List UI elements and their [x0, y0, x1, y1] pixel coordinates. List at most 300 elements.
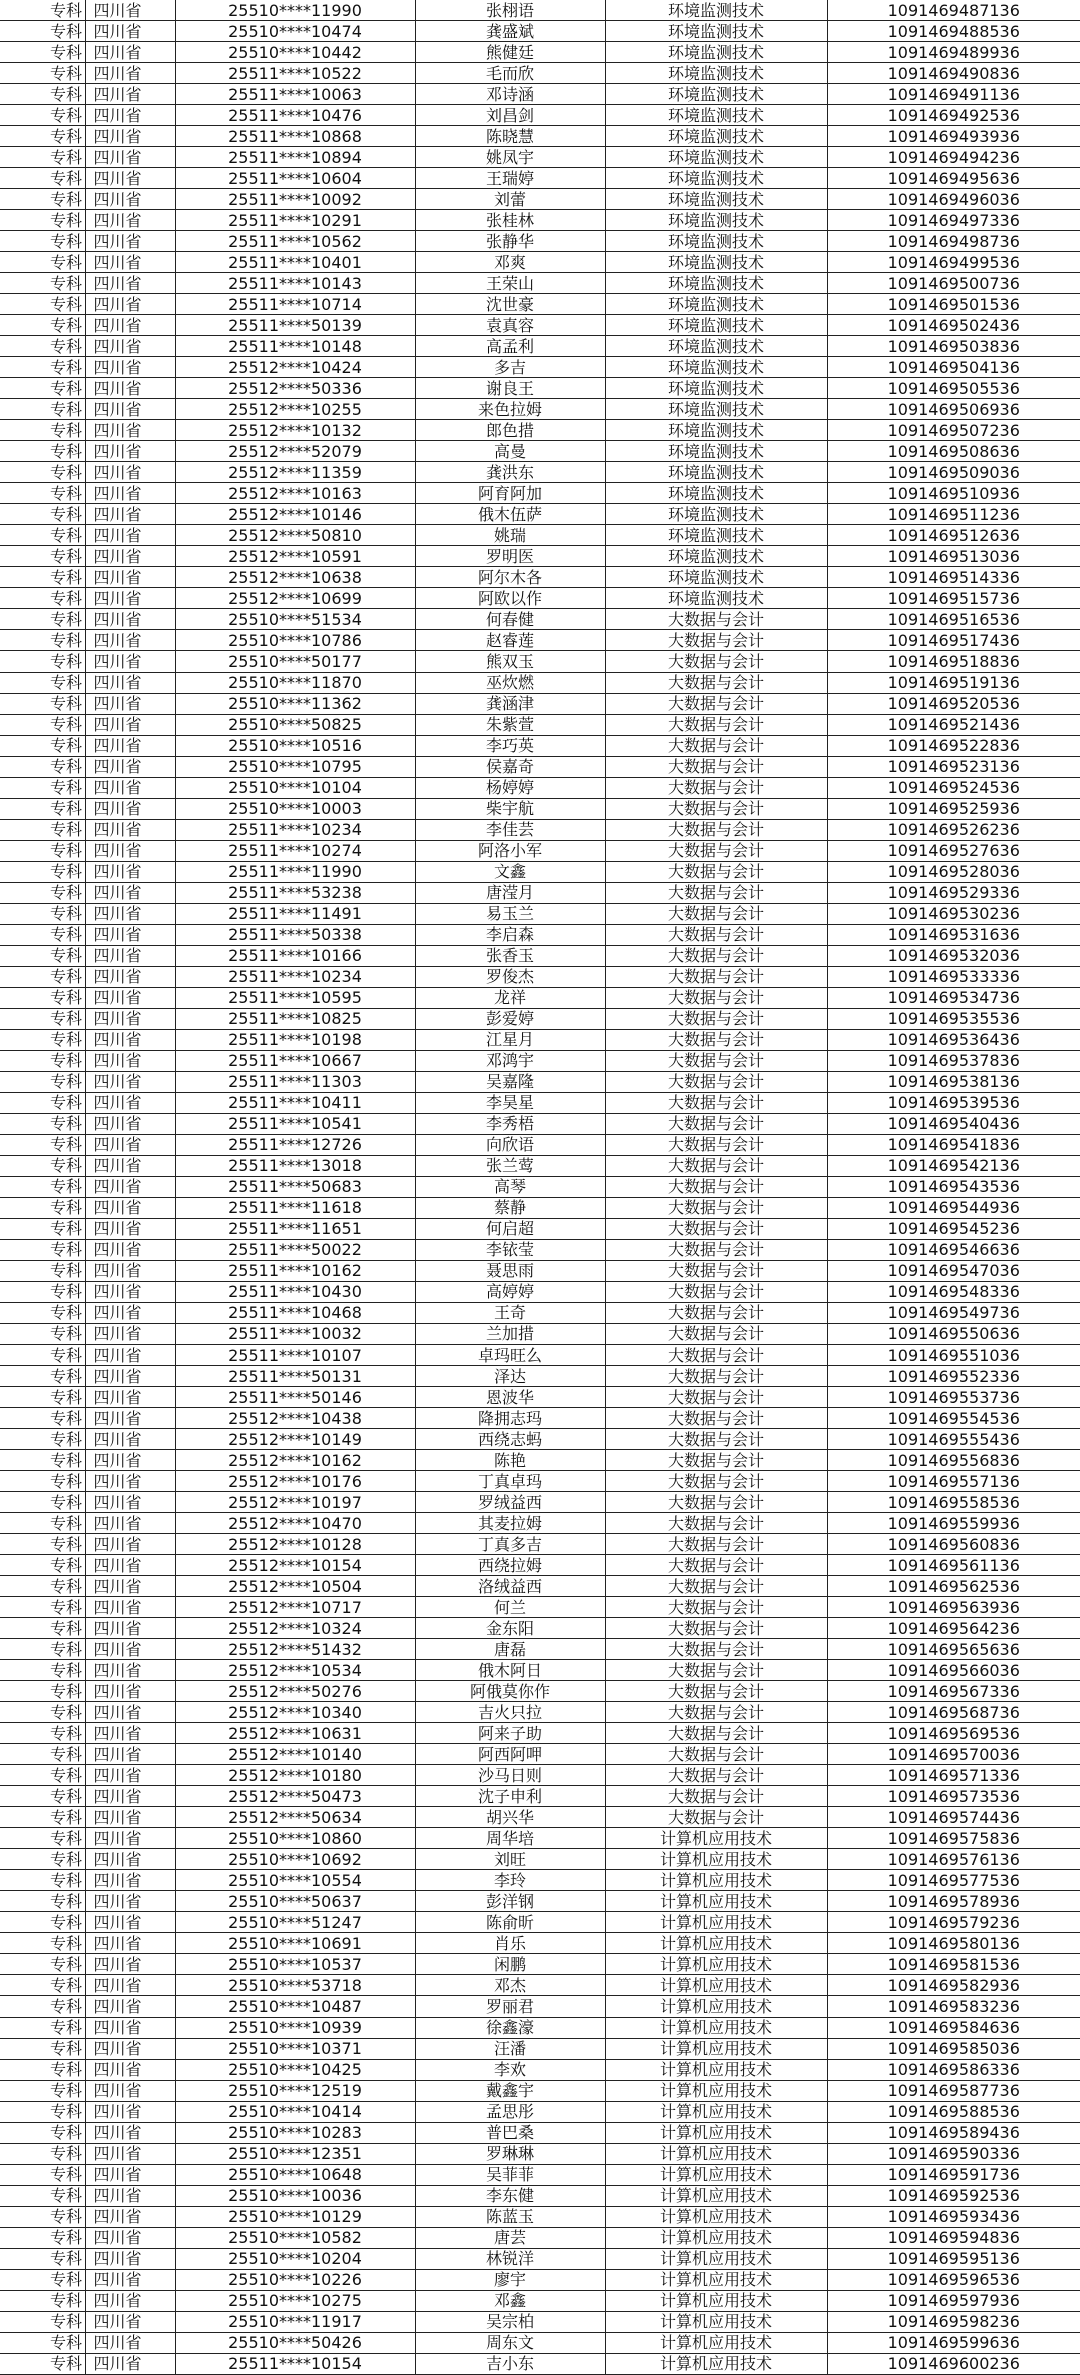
major-cell: 大数据与会计: [605, 1765, 827, 1786]
level-cell: 专科: [0, 105, 85, 126]
exam-id-cell: 25512****10438: [175, 1408, 415, 1429]
exam-id-cell: 25511****10714: [175, 294, 415, 315]
table-row: [0, 2206, 1080, 2227]
name-cell: 胡兴华: [415, 1807, 605, 1828]
table-row: [0, 126, 1080, 147]
level-cell: 专科: [0, 1660, 85, 1681]
notice-no-cell: 1091469564236: [827, 1618, 1080, 1639]
major-cell: 大数据与会计: [605, 1239, 827, 1260]
major-cell: 环境监测技术: [605, 273, 827, 294]
province-cell: 四川省: [85, 630, 175, 651]
exam-id-cell: 25511****10274: [175, 840, 415, 861]
province-cell: 四川省: [85, 882, 175, 903]
notice-no-cell: 1091469517436: [827, 630, 1080, 651]
name-cell: 孟思彤: [415, 2101, 605, 2122]
major-cell: 环境监测技术: [605, 483, 827, 504]
exam-id-cell: 25512****10504: [175, 1576, 415, 1597]
exam-id-cell: 25512****10255: [175, 399, 415, 420]
province-cell: 四川省: [85, 2059, 175, 2080]
major-cell: 大数据与会计: [605, 1618, 827, 1639]
table-row: [0, 798, 1080, 819]
name-cell: 李巧英: [415, 735, 605, 756]
name-cell: 肖乐: [415, 1933, 605, 1954]
province-cell: 四川省: [85, 189, 175, 210]
exam-id-cell: 25510****11990: [175, 0, 415, 21]
level-cell: 专科: [0, 987, 85, 1008]
name-cell: 洛绒益西: [415, 1576, 605, 1597]
province-cell: 四川省: [85, 105, 175, 126]
province-cell: 四川省: [85, 2206, 175, 2227]
table-row: [0, 2038, 1080, 2059]
major-cell: 计算机应用技术: [605, 1912, 827, 1933]
name-cell: 蔡静: [415, 1197, 605, 1218]
name-cell: 侯嘉奇: [415, 756, 605, 777]
level-cell: 专科: [0, 1786, 85, 1807]
province-cell: 四川省: [85, 2353, 175, 2374]
notice-no-cell: 1091469514336: [827, 567, 1080, 588]
province-cell: 四川省: [85, 2248, 175, 2269]
name-cell: 李启森: [415, 924, 605, 945]
notice-no-cell: 1091469568736: [827, 1702, 1080, 1723]
name-cell: 熊双玉: [415, 651, 605, 672]
name-cell: 龚涵津: [415, 693, 605, 714]
major-cell: 环境监测技术: [605, 462, 827, 483]
notice-no-cell: 1091469516536: [827, 609, 1080, 630]
major-cell: 计算机应用技术: [605, 1828, 827, 1849]
major-cell: 大数据与会计: [605, 1218, 827, 1239]
notice-no-cell: 1091469575836: [827, 1828, 1080, 1849]
exam-id-cell: 25510****10786: [175, 630, 415, 651]
level-cell: 专科: [0, 147, 85, 168]
notice-no-cell: 1091469554536: [827, 1408, 1080, 1429]
major-cell: 环境监测技术: [605, 63, 827, 84]
table-row: [0, 735, 1080, 756]
exam-id-cell: 25511****50131: [175, 1366, 415, 1387]
table-row: [0, 1807, 1080, 1828]
province-cell: 四川省: [85, 1492, 175, 1513]
level-cell: 专科: [0, 1408, 85, 1429]
table-row: [0, 1408, 1080, 1429]
table-row: [0, 483, 1080, 504]
exam-id-cell: 25512****50276: [175, 1681, 415, 1702]
major-cell: 计算机应用技术: [605, 2017, 827, 2038]
name-cell: 罗丽君: [415, 1996, 605, 2017]
major-cell: 环境监测技术: [605, 126, 827, 147]
province-cell: 四川省: [85, 2164, 175, 2185]
table-row: [0, 63, 1080, 84]
table-row: [0, 1323, 1080, 1344]
table-row: [0, 1218, 1080, 1239]
name-cell: 来色拉姆: [415, 399, 605, 420]
province-cell: 四川省: [85, 1723, 175, 1744]
table-row: [0, 2080, 1080, 2101]
major-cell: 大数据与会计: [605, 1408, 827, 1429]
exam-id-cell: 25512****10638: [175, 567, 415, 588]
name-cell: 俄木伍萨: [415, 504, 605, 525]
province-cell: 四川省: [85, 1807, 175, 1828]
exam-id-cell: 25511****10148: [175, 336, 415, 357]
level-cell: 专科: [0, 1975, 85, 1996]
level-cell: 专科: [0, 798, 85, 819]
major-cell: 大数据与会计: [605, 861, 827, 882]
major-cell: 大数据与会计: [605, 714, 827, 735]
province-cell: 四川省: [85, 1176, 175, 1197]
exam-id-cell: 25511****10063: [175, 84, 415, 105]
table-row: [0, 903, 1080, 924]
table-row: [0, 399, 1080, 420]
exam-id-cell: 25511****10468: [175, 1302, 415, 1323]
table-row: [0, 945, 1080, 966]
level-cell: 专科: [0, 2269, 85, 2290]
province-cell: 四川省: [85, 231, 175, 252]
province-cell: 四川省: [85, 126, 175, 147]
name-cell: 阿来子助: [415, 1723, 605, 1744]
exam-id-cell: 25511****10107: [175, 1345, 415, 1366]
name-cell: 高婷婷: [415, 1281, 605, 1302]
exam-id-cell: 25511****10825: [175, 1008, 415, 1029]
province-cell: 四川省: [85, 1870, 175, 1891]
major-cell: 环境监测技术: [605, 210, 827, 231]
major-cell: 环境监测技术: [605, 189, 827, 210]
exam-id-cell: 25510****10442: [175, 42, 415, 63]
notice-no-cell: 1091469538136: [827, 1071, 1080, 1092]
major-cell: 环境监测技术: [605, 567, 827, 588]
name-cell: 西绕拉姆: [415, 1555, 605, 1576]
table-row: [0, 210, 1080, 231]
notice-no-cell: 1091469513036: [827, 546, 1080, 567]
level-cell: 专科: [0, 126, 85, 147]
table-row: [0, 1681, 1080, 1702]
notice-no-cell: 1091469569536: [827, 1723, 1080, 1744]
table-row: [0, 1555, 1080, 1576]
exam-id-cell: 25511****10411: [175, 1092, 415, 1113]
major-cell: 大数据与会计: [605, 693, 827, 714]
name-cell: 龙祥: [415, 987, 605, 1008]
exam-id-cell: 25510****11870: [175, 672, 415, 693]
province-cell: 四川省: [85, 1408, 175, 1429]
exam-id-cell: 25511****11491: [175, 903, 415, 924]
province-cell: 四川省: [85, 546, 175, 567]
table-row: [0, 861, 1080, 882]
exam-id-cell: 25512****10176: [175, 1471, 415, 1492]
name-cell: 邓爽: [415, 252, 605, 273]
notice-no-cell: 1091469585036: [827, 2038, 1080, 2059]
province-cell: 四川省: [85, 1975, 175, 1996]
major-cell: 大数据与会计: [605, 672, 827, 693]
table-row: [0, 84, 1080, 105]
province-cell: 四川省: [85, 567, 175, 588]
notice-no-cell: 1091469495636: [827, 168, 1080, 189]
major-cell: 计算机应用技术: [605, 2080, 827, 2101]
notice-no-cell: 1091469545236: [827, 1218, 1080, 1239]
notice-no-cell: 1091469515736: [827, 588, 1080, 609]
table-row: [0, 1639, 1080, 1660]
level-cell: 专科: [0, 1092, 85, 1113]
major-cell: 计算机应用技术: [605, 2290, 827, 2311]
province-cell: 四川省: [85, 210, 175, 231]
notice-no-cell: 1091469582936: [827, 1975, 1080, 1996]
notice-no-cell: 1091469500736: [827, 273, 1080, 294]
exam-id-cell: 25510****50637: [175, 1891, 415, 1912]
province-cell: 四川省: [85, 273, 175, 294]
province-cell: 四川省: [85, 945, 175, 966]
notice-no-cell: 1091469523136: [827, 756, 1080, 777]
notice-no-cell: 1091469573536: [827, 1786, 1080, 1807]
notice-no-cell: 1091469577536: [827, 1870, 1080, 1891]
province-cell: 四川省: [85, 1450, 175, 1471]
level-cell: 专科: [0, 2311, 85, 2332]
name-cell: 张桂林: [415, 210, 605, 231]
major-cell: 环境监测技术: [605, 399, 827, 420]
table-row: [0, 315, 1080, 336]
level-cell: 专科: [0, 42, 85, 63]
table-row: [0, 357, 1080, 378]
level-cell: 专科: [0, 1954, 85, 1975]
level-cell: 专科: [0, 441, 85, 462]
notice-no-cell: 1091469544936: [827, 1197, 1080, 1218]
province-cell: 四川省: [85, 2101, 175, 2122]
name-cell: 李秀梧: [415, 1113, 605, 1134]
major-cell: 计算机应用技术: [605, 2143, 827, 2164]
notice-no-cell: 1091469580136: [827, 1933, 1080, 1954]
name-cell: 李玲: [415, 1870, 605, 1891]
name-cell: 邓鸿宇: [415, 1050, 605, 1071]
name-cell: 邓诗涵: [415, 84, 605, 105]
name-cell: 高曼: [415, 441, 605, 462]
province-cell: 四川省: [85, 1555, 175, 1576]
level-cell: 专科: [0, 336, 85, 357]
exam-id-cell: 25510****10691: [175, 1933, 415, 1954]
table-row: [0, 525, 1080, 546]
exam-id-cell: 25511****11303: [175, 1071, 415, 1092]
level-cell: 专科: [0, 2248, 85, 2269]
province-cell: 四川省: [85, 987, 175, 1008]
exam-id-cell: 25511****50338: [175, 924, 415, 945]
exam-id-cell: 25510****50426: [175, 2332, 415, 2353]
table-row: [0, 1155, 1080, 1176]
name-cell: 阿育阿加: [415, 483, 605, 504]
table-row: [0, 1071, 1080, 1092]
notice-no-cell: 1091469543536: [827, 1176, 1080, 1197]
major-cell: 计算机应用技术: [605, 2122, 827, 2143]
province-cell: 四川省: [85, 2185, 175, 2206]
table-row: [0, 1618, 1080, 1639]
province-cell: 四川省: [85, 798, 175, 819]
exam-id-cell: 25512****52079: [175, 441, 415, 462]
exam-id-cell: 25511****10166: [175, 945, 415, 966]
major-cell: 大数据与会计: [605, 1345, 827, 1366]
exam-id-cell: 25512****10424: [175, 357, 415, 378]
notice-no-cell: 1091469525936: [827, 798, 1080, 819]
level-cell: 专科: [0, 1618, 85, 1639]
table-row: [0, 231, 1080, 252]
major-cell: 大数据与会计: [605, 1450, 827, 1471]
name-cell: 何启超: [415, 1218, 605, 1239]
table-row: [0, 168, 1080, 189]
notice-no-cell: 1091469550636: [827, 1323, 1080, 1344]
major-cell: 计算机应用技术: [605, 2206, 827, 2227]
level-cell: 专科: [0, 399, 85, 420]
exam-id-cell: 25510****10275: [175, 2290, 415, 2311]
notice-no-cell: 1091469533336: [827, 966, 1080, 987]
province-cell: 四川省: [85, 651, 175, 672]
table-row: [0, 1954, 1080, 1975]
province-cell: 四川省: [85, 1660, 175, 1681]
notice-no-cell: 1091469505536: [827, 378, 1080, 399]
province-cell: 四川省: [85, 756, 175, 777]
name-cell: 廖宇: [415, 2269, 605, 2290]
level-cell: 专科: [0, 462, 85, 483]
notice-no-cell: 1091469551036: [827, 1345, 1080, 1366]
table-row: [0, 1975, 1080, 1996]
table-row: [0, 273, 1080, 294]
major-cell: 环境监测技术: [605, 0, 827, 21]
level-cell: 专科: [0, 1723, 85, 1744]
province-cell: 四川省: [85, 609, 175, 630]
major-cell: 大数据与会计: [605, 1008, 827, 1029]
name-cell: 张兰莺: [415, 1155, 605, 1176]
name-cell: 沈世豪: [415, 294, 605, 315]
exam-id-cell: 25510****12519: [175, 2080, 415, 2101]
level-cell: 专科: [0, 1008, 85, 1029]
exam-id-cell: 25510****10537: [175, 1954, 415, 1975]
table-row: [0, 819, 1080, 840]
level-cell: 专科: [0, 1471, 85, 1492]
level-cell: 专科: [0, 1155, 85, 1176]
table-row: [0, 1765, 1080, 1786]
exam-id-cell: 25510****10283: [175, 2122, 415, 2143]
notice-no-cell: 1091469535536: [827, 1008, 1080, 1029]
notice-no-cell: 1091469521436: [827, 714, 1080, 735]
level-cell: 专科: [0, 1513, 85, 1534]
province-cell: 四川省: [85, 147, 175, 168]
exam-id-cell: 25512****10162: [175, 1450, 415, 1471]
table-row: [0, 1134, 1080, 1155]
major-cell: 大数据与会计: [605, 1576, 827, 1597]
table-row: [0, 147, 1080, 168]
exam-id-cell: 25511****10234: [175, 966, 415, 987]
notice-no-cell: 1091469548336: [827, 1281, 1080, 1302]
notice-no-cell: 1091469541836: [827, 1134, 1080, 1155]
notice-no-cell: 1091469558536: [827, 1492, 1080, 1513]
notice-no-cell: 1091469591736: [827, 2164, 1080, 2185]
level-cell: 专科: [0, 1050, 85, 1071]
level-cell: 专科: [0, 2143, 85, 2164]
notice-no-cell: 1091469503836: [827, 336, 1080, 357]
exam-id-cell: 25512****10154: [175, 1555, 415, 1576]
level-cell: 专科: [0, 903, 85, 924]
province-cell: 四川省: [85, 1576, 175, 1597]
level-cell: 专科: [0, 2080, 85, 2101]
level-cell: 专科: [0, 1555, 85, 1576]
name-cell: 郎色措: [415, 420, 605, 441]
exam-id-cell: 25511****50146: [175, 1387, 415, 1408]
name-cell: 毛而欣: [415, 63, 605, 84]
exam-id-cell: 25512****50336: [175, 378, 415, 399]
table-row: [0, 651, 1080, 672]
name-cell: 文鑫: [415, 861, 605, 882]
notice-no-cell: 1091469504136: [827, 357, 1080, 378]
major-cell: 计算机应用技术: [605, 1933, 827, 1954]
major-cell: 计算机应用技术: [605, 1849, 827, 1870]
major-cell: 环境监测技术: [605, 42, 827, 63]
exam-id-cell: 25510****10860: [175, 1828, 415, 1849]
province-cell: 四川省: [85, 315, 175, 336]
notice-no-cell: 1091469498736: [827, 231, 1080, 252]
province-cell: 四川省: [85, 1197, 175, 1218]
name-cell: 李东健: [415, 2185, 605, 2206]
exam-id-cell: 25512****10149: [175, 1429, 415, 1450]
name-cell: 向欣语: [415, 1134, 605, 1155]
exam-id-cell: 25512****10146: [175, 504, 415, 525]
table-row: [0, 840, 1080, 861]
exam-id-cell: 25510****53718: [175, 1975, 415, 1996]
level-cell: 专科: [0, 1702, 85, 1723]
major-cell: 计算机应用技术: [605, 2101, 827, 2122]
name-cell: 聂思雨: [415, 1260, 605, 1281]
table-row: [0, 1029, 1080, 1050]
exam-id-cell: 25512****10324: [175, 1618, 415, 1639]
level-cell: 专科: [0, 2164, 85, 2185]
major-cell: 大数据与会计: [605, 1429, 827, 1450]
table-row: [0, 42, 1080, 63]
province-cell: 四川省: [85, 966, 175, 987]
major-cell: 大数据与会计: [605, 1113, 827, 1134]
name-cell: 罗绒益西: [415, 1492, 605, 1513]
level-cell: 专科: [0, 1071, 85, 1092]
province-cell: 四川省: [85, 1050, 175, 1071]
province-cell: 四川省: [85, 2038, 175, 2059]
province-cell: 四川省: [85, 1323, 175, 1344]
table-row: [0, 882, 1080, 903]
notice-no-cell: 1091469510936: [827, 483, 1080, 504]
name-cell: 阿欧以作: [415, 588, 605, 609]
notice-no-cell: 1091469546636: [827, 1239, 1080, 1260]
notice-no-cell: 1091469522836: [827, 735, 1080, 756]
province-cell: 四川省: [85, 1597, 175, 1618]
name-cell: 汪潘: [415, 2038, 605, 2059]
exam-id-cell: 25510****10516: [175, 735, 415, 756]
name-cell: 陈艳: [415, 1450, 605, 1471]
province-cell: 四川省: [85, 1281, 175, 1302]
table-row: [0, 588, 1080, 609]
level-cell: 专科: [0, 630, 85, 651]
table-row: [0, 1492, 1080, 1513]
exam-id-cell: 25511****10430: [175, 1281, 415, 1302]
major-cell: 环境监测技术: [605, 105, 827, 126]
major-cell: 大数据与会计: [605, 777, 827, 798]
level-cell: 专科: [0, 1345, 85, 1366]
province-cell: 四川省: [85, 693, 175, 714]
table-row: [0, 252, 1080, 273]
table-row: [0, 1723, 1080, 1744]
level-cell: 专科: [0, 1366, 85, 1387]
major-cell: 大数据与会计: [605, 945, 827, 966]
level-cell: 专科: [0, 777, 85, 798]
exam-id-cell: 25512****10132: [175, 420, 415, 441]
table-row: [0, 777, 1080, 798]
notice-no-cell: 1091469595136: [827, 2248, 1080, 2269]
major-cell: 环境监测技术: [605, 294, 827, 315]
name-cell: 罗俊杰: [415, 966, 605, 987]
province-cell: 四川省: [85, 2332, 175, 2353]
table-row: [0, 1302, 1080, 1323]
major-cell: 计算机应用技术: [605, 2353, 827, 2374]
notice-no-cell: 1091469487136: [827, 0, 1080, 21]
exam-id-cell: 25510****10474: [175, 21, 415, 42]
major-cell: 计算机应用技术: [605, 2269, 827, 2290]
name-cell: 江星月: [415, 1029, 605, 1050]
